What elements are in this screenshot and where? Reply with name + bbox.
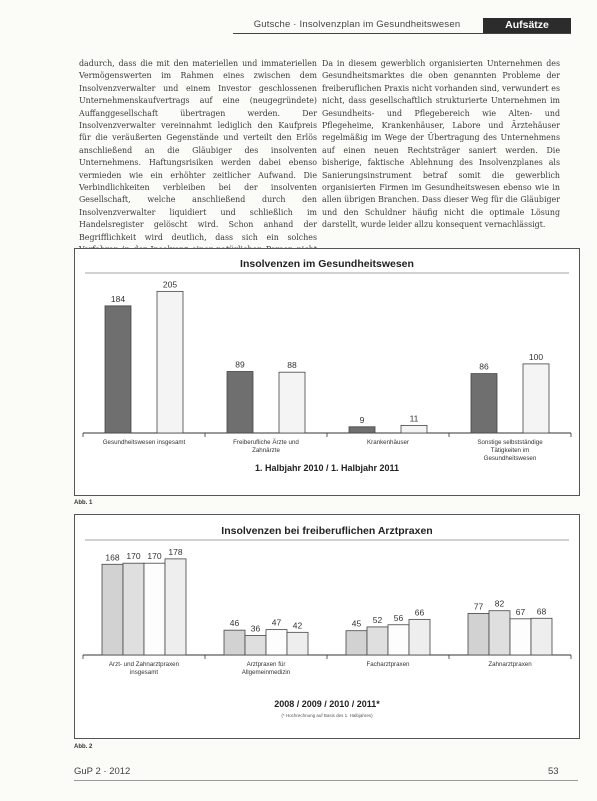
- chart-footnote: (* Hochrechnung auf Basis des 1. Halbjahres): [281, 713, 373, 718]
- bar-2-4: [287, 632, 308, 655]
- data-label: 86: [479, 361, 489, 372]
- data-label: 52: [372, 614, 383, 625]
- footer-rule: [74, 780, 578, 781]
- data-label: 88: [287, 360, 297, 371]
- data-label: 178: [168, 546, 183, 557]
- data-label: 11: [409, 413, 419, 424]
- x-tick-label: Sonstige selbstständige: [477, 439, 543, 446]
- bar-1-3: [144, 563, 165, 655]
- x-tick-label: Gesundheitswesen: [483, 455, 537, 462]
- data-label: 168: [105, 552, 120, 563]
- bar-3-2: [401, 425, 427, 433]
- body-text-right-column: Da in diesem gewerblich organisierten Unternehmen des Gesundheitsmarktes die oben genannten Probleme der freiberuflichen Praxis nicht vorhanden sind, verwundert es nicht, dass gesellschaftlich strukturierte Unternehmen im Gesundheits- und Pflegebereich wie Alten- und Pflegeheime, Krankenhäuser, Labore und Ärztehäuser regelmäßig im Wege der Übertragung des Unternehmens auf einen neuen Rechtsträger saniert werden. Die bisherige, faktische Ablehnung des Insolvenzplanes als Sanierungsinstrument betraf somit die gewerblich organisierten Firmen im Gesundheitswesen ebenso wie in allen übrigen Branchen. Dass dieser Weg für die Gläubiger und den Schuldner häufig nicht die optimale Lösung darstellt, wurde leider allzu konsequent vernachlässigt.: [322, 59, 560, 230]
- x-tick-label: Tätigkeiten im: [490, 447, 530, 454]
- x-tick-label: Facharztpraxen: [366, 661, 410, 668]
- data-label: 46: [229, 618, 240, 629]
- data-label: 170: [126, 551, 141, 562]
- chart-title: Insolvenzen bei freiberuflichen Arztpraxen: [221, 525, 433, 537]
- data-label: 66: [414, 607, 425, 618]
- x-tick-label: Krankenhäuser: [367, 439, 409, 446]
- data-label: 9: [359, 414, 365, 425]
- x-tick-label: Arztpraxen für: [246, 661, 286, 668]
- chart-panel-1: [74, 248, 580, 496]
- chart-panel-2: [74, 514, 580, 739]
- bar-4-2: [523, 364, 549, 433]
- data-label: 89: [235, 359, 245, 370]
- x-tick-label: Gesundheitswesen insgesamt: [102, 439, 186, 446]
- bar-3-2: [367, 627, 388, 655]
- bar-4-2: [489, 611, 510, 655]
- chart-title: Insolvenzen im Gesundheitswesen: [240, 258, 414, 270]
- bar-2-2: [279, 372, 305, 433]
- bar-2-2: [245, 636, 266, 655]
- chart-2: [75, 515, 579, 738]
- bar-1-2: [157, 291, 183, 433]
- running-header: [233, 18, 571, 34]
- bar-4-1: [471, 374, 497, 433]
- data-label: 68: [536, 606, 547, 617]
- bar-1-2: [123, 563, 144, 655]
- chart-subtitle: 1. Halbjahr 2010 / 1. Halbjahr 2011: [254, 463, 400, 473]
- body-text-left-column: dadurch, dass die mit den materiellen und immateriellen Vermögenswerten im Rahmen eines zwischen dem Insolvenzverwalter und einem Investor geschlossenen Unternehmenskaufvertrags auf eine (neugegründete) Auffanggesellschaft übertragen werden. Der Insolvenzverwalter vereinnahmt lediglich den Kaufpreis für die veräußerten Gegenstände und verteilt den Erlös anschließend an die Gläubiger des insolventen Unternehmens. Haftungsrisiken werden dabei ebenso vermieden wie ein erhöhter zeitlicher Aufwand. Die Verbindlichkeiten verbleiben bei der insolventen Gesellschaft, welche anschließend durch den Insolvenzverwalter liquidiert und schließlich im Handelsregister gelöscht wird. Schon anhand der Begrifflichkeit wird deutlich, dass sich ein solches: [79, 59, 317, 242]
- data-label: 47: [271, 617, 282, 628]
- figure-label-2: Abb. 2: [74, 744, 93, 750]
- chart-subtitle: 2008 / 2009 / 2010 / 2011*: [274, 699, 380, 709]
- data-label: 170: [147, 551, 162, 562]
- bar-3-1: [346, 631, 367, 655]
- bar-4-4: [531, 618, 552, 655]
- data-label: 100: [528, 351, 544, 362]
- bar-3-4: [409, 619, 430, 655]
- data-label: 205: [162, 279, 178, 290]
- bar-1-1: [105, 306, 131, 433]
- bar-2-1: [224, 630, 245, 655]
- x-tick-label: Zahnärzte: [252, 447, 280, 454]
- bar-3-3: [388, 625, 409, 655]
- data-label: 36: [250, 623, 261, 634]
- data-label: 56: [393, 612, 404, 623]
- bar-4-1: [468, 613, 489, 655]
- data-label: 82: [494, 598, 505, 609]
- bar-1-4: [165, 559, 186, 655]
- figure-label-1: Abb. 1: [74, 500, 93, 506]
- data-label: 45: [351, 618, 362, 629]
- bar-2-3: [266, 630, 287, 655]
- journal-footer: GuP 2 · 2012: [74, 766, 131, 777]
- bar-1-1: [102, 564, 123, 655]
- x-tick-label: Arzt- und Zahnarztpraxen: [108, 661, 180, 668]
- running-title: Gutsche · Insolvenzplan im Gesundheitswesen: [253, 19, 461, 30]
- bar-3-1: [349, 427, 375, 433]
- page-number: 53: [548, 766, 559, 777]
- x-tick-label: insgesamt: [129, 669, 159, 676]
- data-label: 77: [473, 601, 484, 612]
- data-label: 67: [515, 606, 526, 617]
- data-label: 184: [110, 293, 126, 304]
- bar-4-3: [510, 619, 531, 655]
- x-tick-label: Freiberufliche Ärzte und: [233, 439, 299, 446]
- chart-1: [75, 249, 579, 495]
- x-tick-label: Allgemeinmedizin: [241, 669, 291, 676]
- data-label: 42: [292, 620, 303, 631]
- bar-2-1: [227, 372, 253, 433]
- section-tag: Aufsätze: [483, 18, 571, 33]
- x-tick-label: Zahnarztpraxen: [488, 661, 532, 668]
